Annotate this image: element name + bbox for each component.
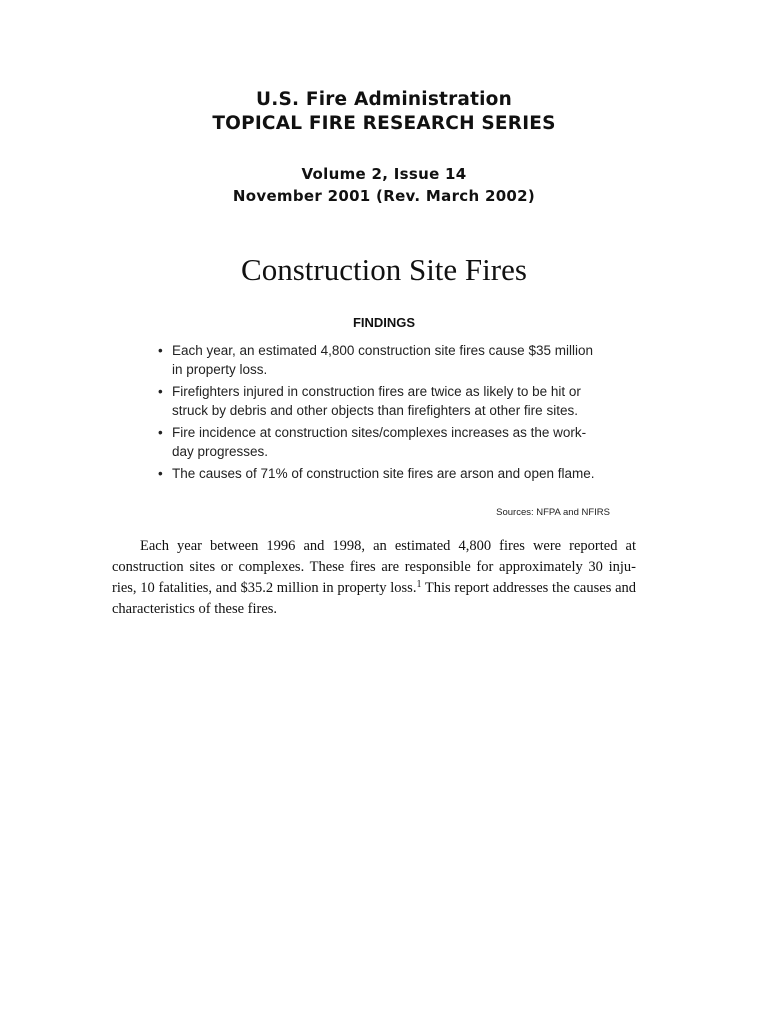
body-line: and characteristics of these fires. bbox=[112, 580, 637, 617]
finding-line: in property loss. bbox=[172, 361, 268, 377]
bullet-icon: • bbox=[158, 384, 163, 399]
finding-line: Firefighters injured in construction fires are twice as likely to be hit or bbox=[172, 384, 581, 399]
finding-item bbox=[156, 424, 626, 461]
body-line: construction sites or complexes. These fires are responsible for approximately 30 inju- bbox=[112, 559, 636, 575]
volume-issue: Volume 2, Issue 14 bbox=[301, 165, 467, 183]
bullet-icon: • bbox=[158, 343, 163, 358]
organization-name: U.S. Fire Administration bbox=[256, 89, 512, 110]
body-line: ries, 10 fatalities, and $35.2 million in property loss. bbox=[112, 580, 417, 596]
sources-note: Sources: NFPA and NFIRS bbox=[496, 507, 610, 518]
finding-line: day progresses. bbox=[172, 443, 269, 459]
finding-item bbox=[156, 465, 626, 484]
report-header bbox=[0, 88, 768, 136]
body-line: Each year between 1996 and 1998, an estimated 4,800 fires were reported at bbox=[140, 538, 636, 554]
bullet-icon: • bbox=[158, 466, 163, 481]
findings-heading: FINDINGS bbox=[352, 315, 416, 330]
body-line: This report addresses the causes bbox=[421, 580, 612, 596]
finding-line: The causes of 71% of construction site fires are arson and open flame. bbox=[172, 466, 595, 481]
series-name: TOPICAL FIRE RESEARCH SERIES bbox=[212, 113, 556, 134]
footnote-reference[interactable]: 1 bbox=[416, 579, 422, 590]
body-paragraph bbox=[112, 536, 636, 620]
publication-date: November 2001 (Rev. March 2002) bbox=[232, 187, 536, 205]
finding-item bbox=[156, 383, 626, 420]
paragraph bbox=[112, 536, 636, 620]
page-title: Construction Site Fires bbox=[241, 252, 527, 287]
bullet-icon: • bbox=[158, 425, 163, 440]
finding-line: Fire incidence at construction sites/complexes increases as the work- bbox=[172, 425, 587, 440]
report-issue-info bbox=[0, 163, 768, 207]
finding-line: struck by debris and other objects than firefighters at other fire sites. bbox=[172, 402, 578, 418]
finding-item bbox=[156, 342, 626, 379]
finding-line: Each year, an estimated 4,800 construction site fires cause $35 million bbox=[172, 343, 593, 358]
findings-list bbox=[156, 342, 626, 488]
